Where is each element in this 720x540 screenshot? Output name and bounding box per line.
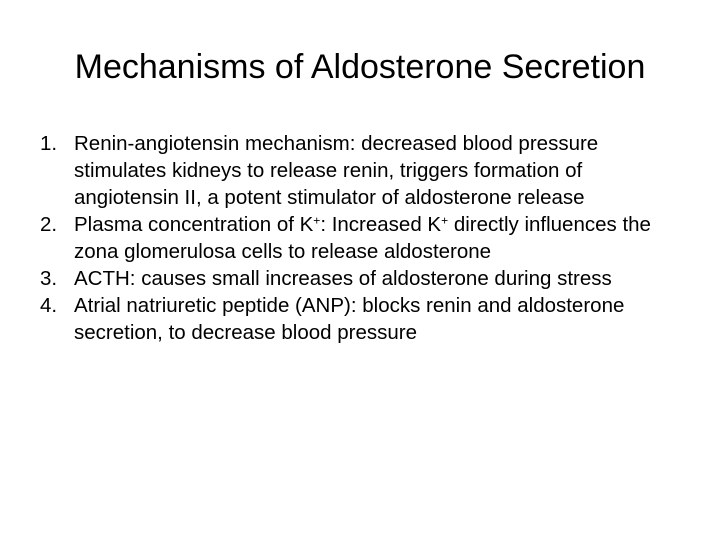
superscript-plus: + xyxy=(441,213,449,228)
item-number: 2. xyxy=(40,213,58,236)
list-item xyxy=(40,130,680,211)
item-text-part: Plasma concentration of K xyxy=(74,213,314,236)
slide-title: Mechanisms of Aldosterone Secretion xyxy=(74,48,646,86)
item-number: 1. xyxy=(40,132,58,155)
list-item xyxy=(40,265,680,292)
item-number: 3. xyxy=(40,267,58,290)
item-text: ACTH: causes small increases of aldosterone during stress xyxy=(74,267,612,290)
item-text xyxy=(74,213,651,263)
item-text-part: : Increased K xyxy=(320,213,442,236)
list-item xyxy=(40,292,680,346)
mechanism-list xyxy=(40,130,680,346)
item-text: Atrial natriuretic peptide (ANP): blocks renin and aldosterone secretion, to decrease blood pressure xyxy=(74,294,625,344)
list-item xyxy=(40,211,680,265)
item-text-part: directly influences the zona glomerulosa cells to release aldosterone xyxy=(74,213,651,263)
item-text: Renin-angiotensin mechanism: decreased blood pressure stimulates kidneys to release renin, triggers formation of angiotensin II, a potent stimulator of aldosterone release xyxy=(74,132,599,209)
item-number: 4. xyxy=(40,294,58,317)
superscript-plus: + xyxy=(313,213,321,228)
